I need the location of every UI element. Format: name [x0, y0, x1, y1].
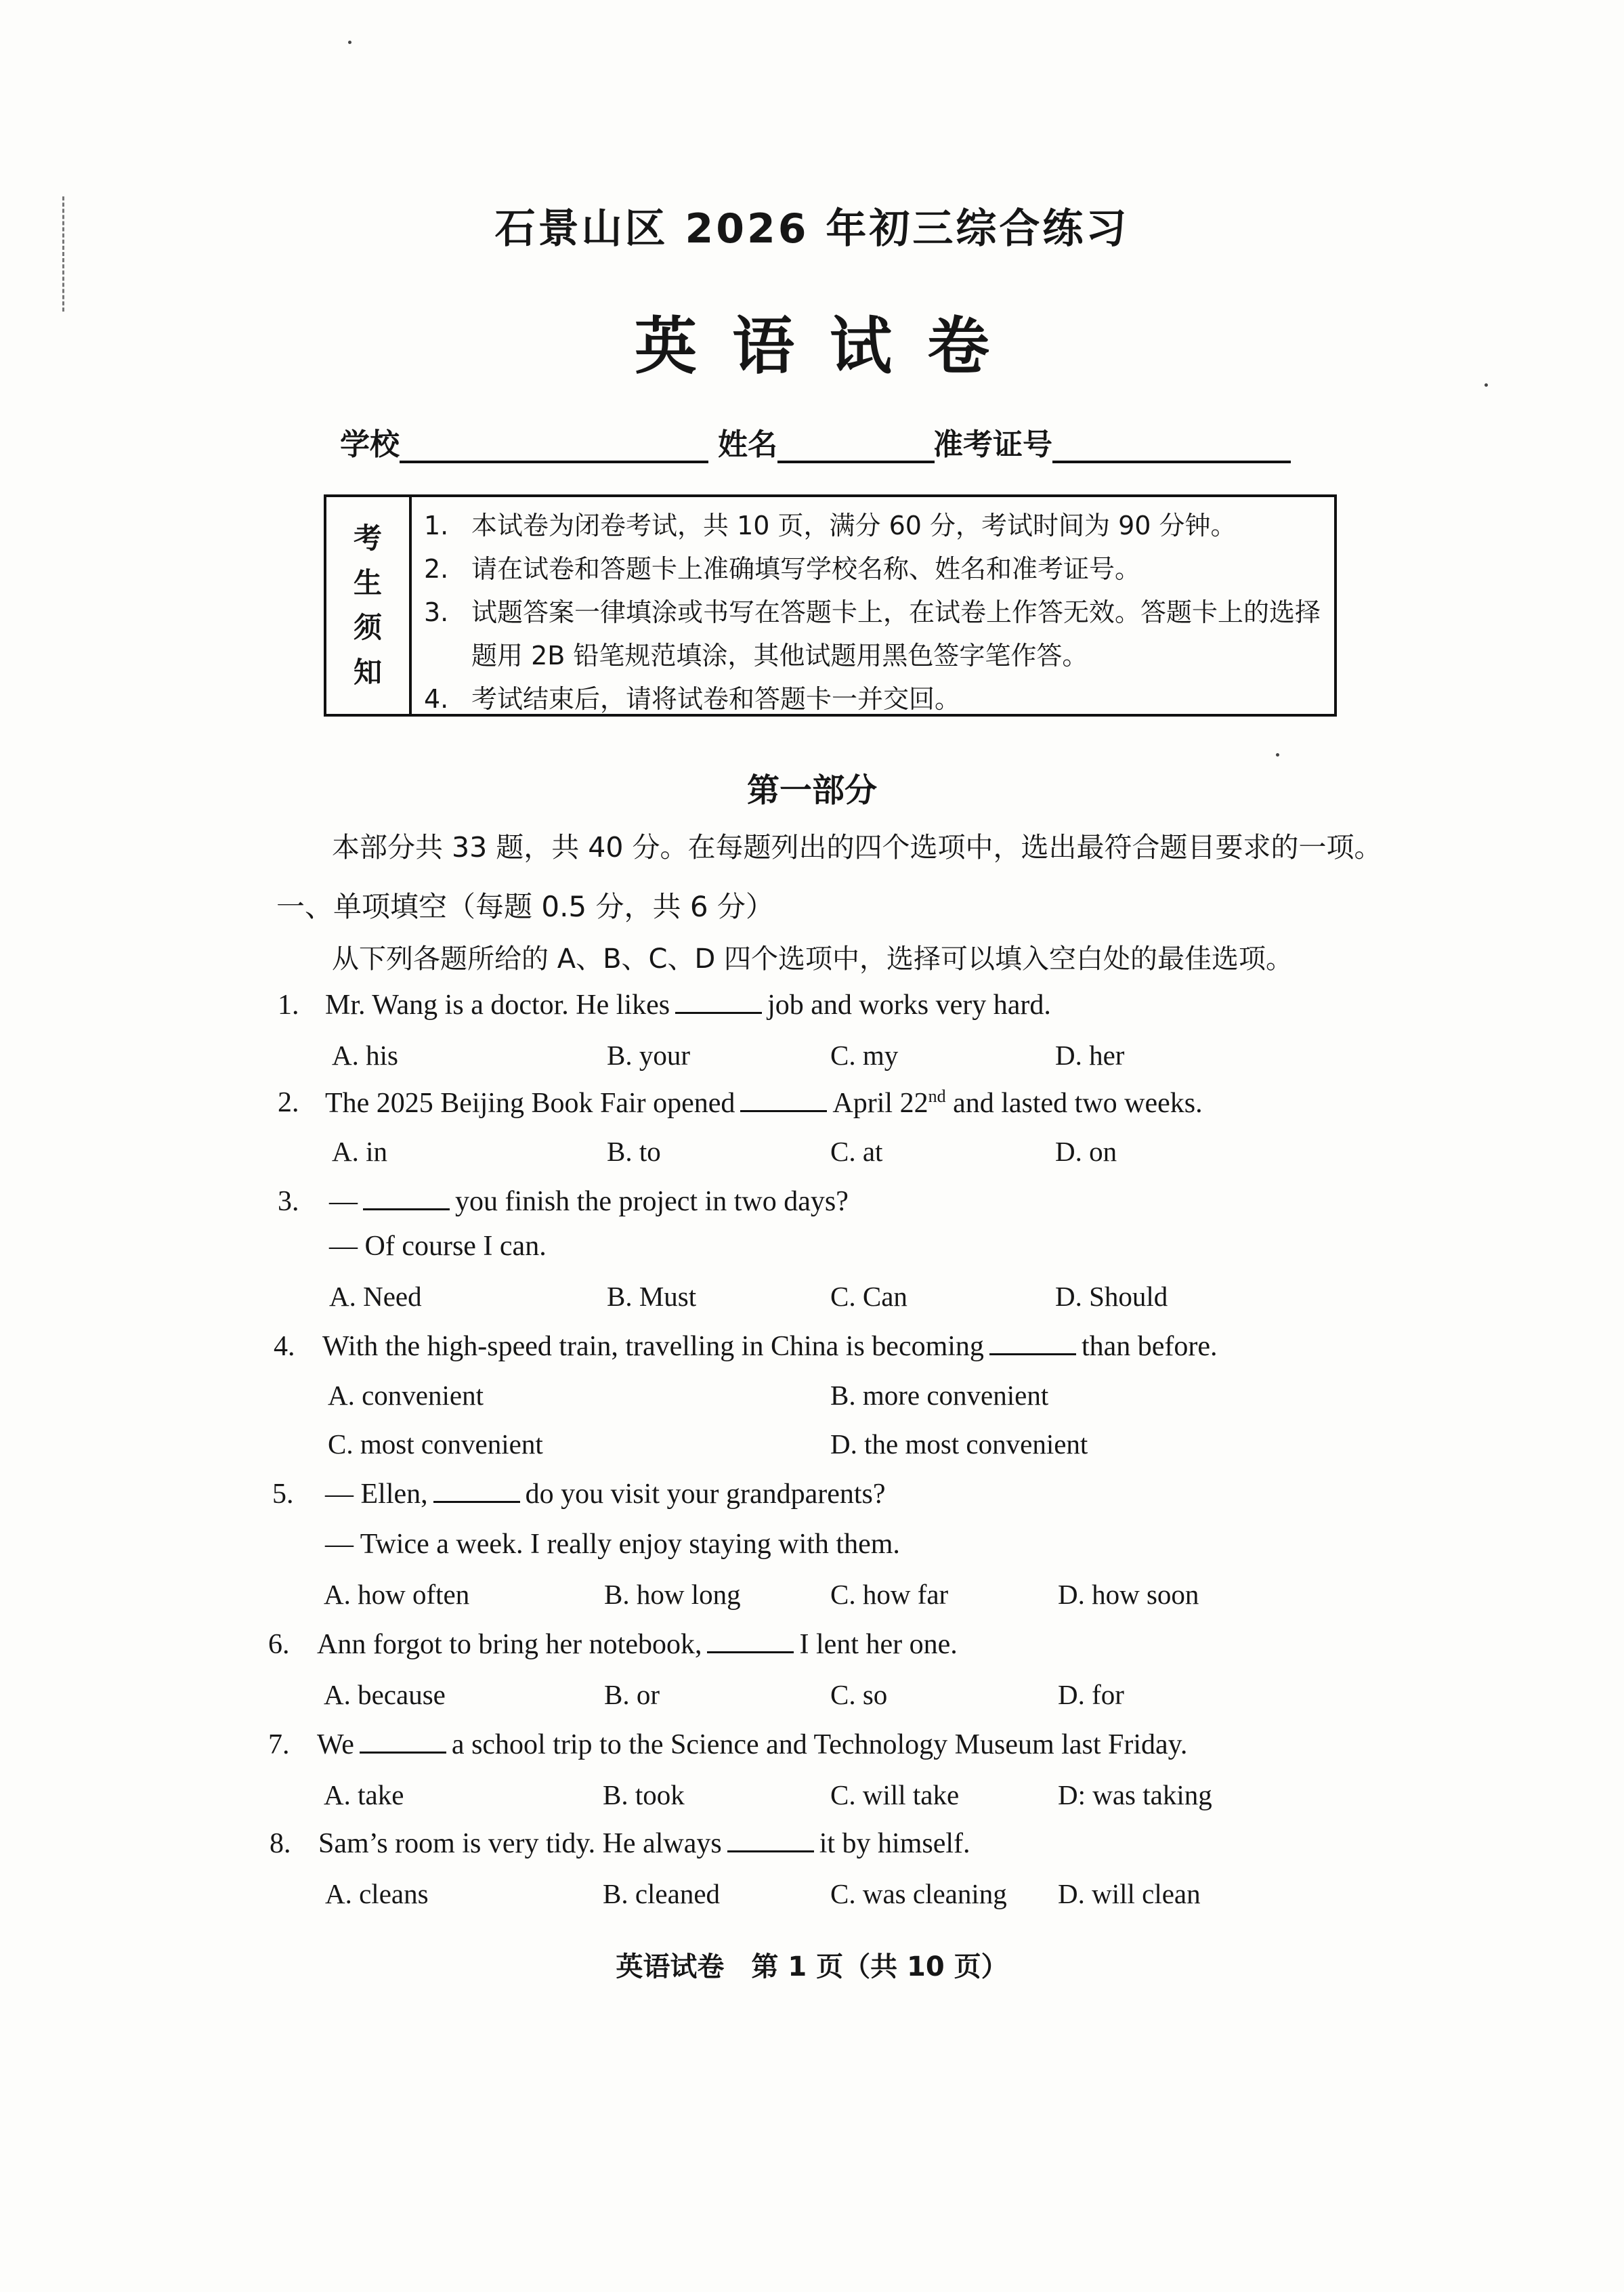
stem-text: job and works very hard. — [767, 990, 1051, 1021]
scan-speck — [348, 41, 351, 44]
answer-blank — [360, 1728, 446, 1754]
option-d[interactable]: D. for — [1058, 1679, 1124, 1710]
school-label: 学校 — [340, 427, 400, 462]
option-a[interactable]: A. because — [324, 1679, 446, 1710]
notice-item-text: 本试卷为闭卷考试，共 10 页，满分 60 分，考试时间为 90 分钟。 — [471, 511, 1237, 540]
school-field[interactable] — [340, 420, 708, 467]
notice-char: 生 — [353, 566, 382, 599]
stem-text: Ellen, — [360, 1479, 428, 1510]
scan-speck — [1276, 753, 1279, 757]
notice-item — [424, 591, 1322, 677]
dialogue-reply: — Of course I can. — [329, 1231, 547, 1262]
option-c[interactable]: C. most convenient — [328, 1428, 543, 1460]
notice-item — [424, 547, 1322, 591]
stem-text: I lent her one. — [799, 1629, 958, 1660]
stem-text: than before. — [1081, 1331, 1218, 1362]
option-a[interactable]: A. cleans — [325, 1878, 429, 1909]
option-a[interactable]: A. Need — [329, 1281, 422, 1312]
option-c[interactable]: C. was cleaning — [830, 1878, 1007, 1909]
answer-blank — [675, 989, 762, 1014]
notice-char: 知 — [353, 656, 382, 689]
answer-blank — [433, 1478, 520, 1503]
option-b[interactable]: B. cleaned — [603, 1878, 721, 1909]
question-number: 3. — [278, 1186, 299, 1217]
stem-text: Sam’s room is very tidy. He always — [318, 1828, 722, 1859]
option-d[interactable]: D. Should — [1055, 1281, 1168, 1312]
answer-blank — [727, 1827, 814, 1852]
stem-text: you finish the project in two days? — [455, 1186, 849, 1217]
stem-text: Ann forgot to bring her notebook, — [317, 1629, 702, 1660]
question-number: 7. — [268, 1729, 290, 1760]
dialogue-reply: — Twice a week. I really enjoy staying with them. — [325, 1529, 900, 1560]
name-field[interactable] — [718, 420, 935, 467]
option-d[interactable]: D. the most convenient — [830, 1428, 1088, 1460]
notice-item — [424, 677, 1322, 721]
question-stem — [325, 989, 1051, 1021]
section-instruction: 从下列各题所给的 A、B、C、D 四个选项中，选择可以填入空白处的最佳选项。 — [332, 943, 1293, 975]
notice-item-text: 试题答案一律填涂或书写在答题卡上，在试卷上作答无效。答题卡上的选择题用 2B 铅笔规范填涂，其他试题用黑色签字笔作答。 — [471, 597, 1321, 671]
exam-subtitle: 石景山区 2026 年初三综合练习 — [494, 205, 1130, 253]
notice-list — [412, 497, 1334, 714]
option-d[interactable]: D. will clean — [1058, 1878, 1201, 1909]
option-b[interactable]: B. more convenient — [830, 1380, 1049, 1411]
page-footer: 英语试卷 第 1 页（共 10 页） — [616, 1951, 1008, 1982]
answer-blank — [989, 1330, 1076, 1355]
name-label: 姓名 — [718, 427, 777, 462]
question-stem — [318, 1827, 970, 1860]
notice-item-num: 4. — [424, 684, 449, 714]
option-c[interactable]: C. will take — [830, 1779, 960, 1810]
option-d[interactable]: D. on — [1055, 1136, 1117, 1167]
stem-text: With the high-speed train, travelling in China is becoming — [322, 1331, 984, 1362]
answer-blank — [363, 1185, 450, 1210]
option-a[interactable]: A. his — [332, 1040, 398, 1071]
option-c[interactable]: C. my — [830, 1040, 899, 1071]
question-number: 5. — [272, 1479, 294, 1510]
name-blank[interactable] — [777, 425, 935, 463]
stem-text: a school trip to the Science and Technology Museum last Friday. — [451, 1729, 1188, 1760]
option-b[interactable]: B. your — [607, 1040, 690, 1071]
id-label: 准考证号 — [933, 427, 1052, 462]
notice-item-num: 2. — [424, 554, 449, 584]
part-intro: 本部分共 33 题，共 40 分。在每题列出的四个选项中，选出最符合题目要求的一项。 — [332, 831, 1382, 864]
exam-title: 英语试卷 — [634, 310, 1025, 383]
question-stem — [325, 1478, 886, 1510]
question-number: 2. — [278, 1087, 299, 1118]
section-heading: 一、单项填空（每题 0.5 分，共 6 分） — [276, 890, 774, 923]
notice-item-text: 请在试卷和答题卡上准确填写学校名称、姓名和准考证号。 — [471, 554, 1141, 584]
stem-text: The 2025 Beijing Book Fair opened — [325, 1088, 735, 1119]
dialogue-dash: — — [325, 1479, 354, 1510]
option-c[interactable]: C. at — [830, 1136, 883, 1167]
answer-blank — [740, 1087, 827, 1112]
option-c[interactable]: C. Can — [830, 1281, 907, 1312]
option-c[interactable]: C. so — [830, 1679, 888, 1710]
question-stem — [317, 1728, 1187, 1761]
question-number: 1. — [278, 990, 299, 1021]
option-a[interactable]: A. convenient — [328, 1380, 484, 1411]
notice-side-label — [326, 497, 412, 714]
option-a[interactable]: A. how often — [324, 1579, 470, 1610]
notice-char: 考 — [353, 522, 382, 555]
id-field[interactable] — [933, 420, 1291, 467]
candidate-notice-box — [324, 494, 1337, 717]
option-b[interactable]: B. Must — [607, 1281, 697, 1312]
stem-text: Mr. Wang is a doctor. He likes — [325, 990, 670, 1021]
option-b[interactable]: B. or — [604, 1679, 660, 1710]
question-stem — [325, 1086, 1203, 1120]
superscript: nd — [928, 1086, 946, 1106]
option-d[interactable]: D: was taking — [1058, 1779, 1212, 1810]
stem-text: do you visit your grandparents? — [525, 1479, 886, 1510]
id-blank[interactable] — [1052, 425, 1291, 463]
stem-text: We — [317, 1729, 354, 1760]
question-stem — [322, 1330, 1218, 1363]
question-stem — [329, 1185, 849, 1218]
question-number: 6. — [268, 1629, 290, 1660]
stem-text: it by himself. — [819, 1828, 970, 1859]
option-b[interactable]: B. to — [607, 1136, 661, 1167]
notice-item-num: 3. — [424, 597, 449, 627]
option-d[interactable]: D. her — [1055, 1040, 1125, 1071]
option-c[interactable]: C. how far — [830, 1579, 949, 1610]
notice-item-num: 1. — [424, 511, 449, 540]
question-stem — [317, 1628, 958, 1661]
stem-text: April 22 — [832, 1088, 928, 1119]
question-number: 8. — [270, 1828, 291, 1859]
option-b[interactable]: B. took — [603, 1779, 685, 1810]
answer-blank — [707, 1628, 794, 1653]
option-a[interactable]: A. in — [332, 1136, 387, 1167]
school-blank[interactable] — [400, 425, 708, 463]
notice-item — [424, 504, 1322, 547]
notice-item-text: 考试结束后，请将试卷和答题卡一并交回。 — [471, 684, 961, 714]
option-a[interactable]: A. take — [324, 1779, 404, 1810]
part-heading: 第一部分 — [746, 771, 877, 809]
question-number: 4. — [274, 1331, 295, 1362]
option-b[interactable]: B. how long — [604, 1579, 741, 1610]
dialogue-dash: — — [329, 1186, 358, 1217]
notice-char: 须 — [353, 611, 382, 644]
option-d[interactable]: D. how soon — [1058, 1579, 1199, 1610]
stem-text: and lasted two weeks. — [945, 1088, 1203, 1119]
